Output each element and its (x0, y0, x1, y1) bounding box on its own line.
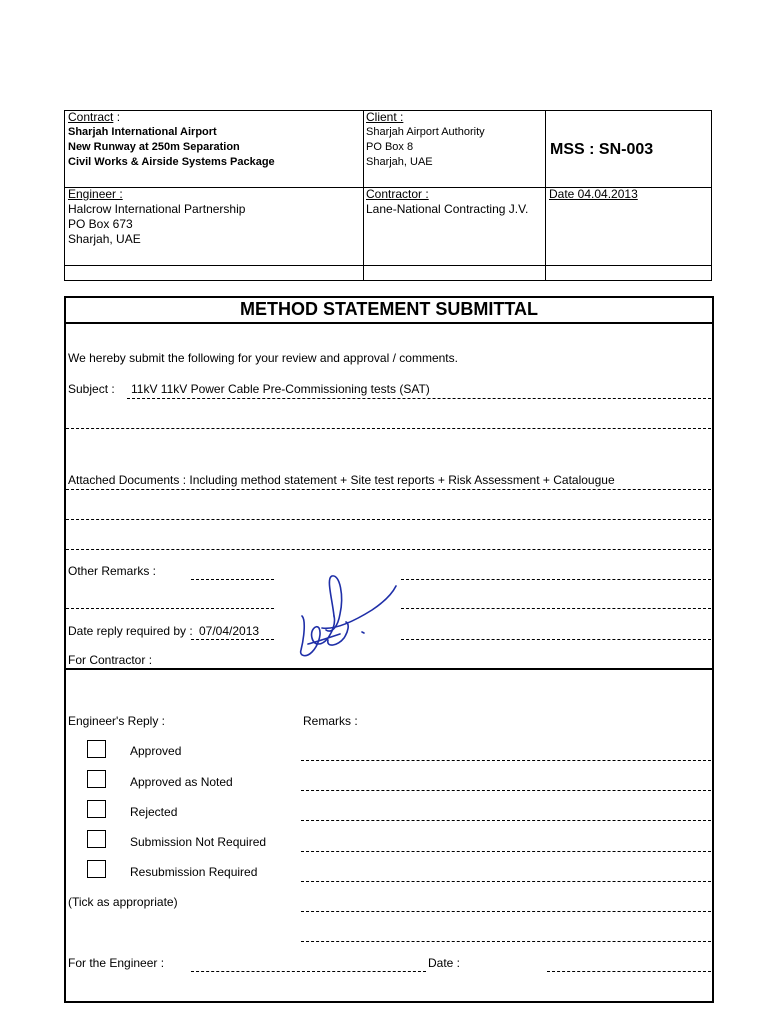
engineer-cell (68, 187, 245, 247)
blank-line (66, 549, 711, 550)
other-remarks-line (401, 579, 711, 580)
resubmission-required-checkbox[interactable] (87, 860, 106, 878)
contractor-cell (366, 187, 528, 217)
engineer-date-line (547, 971, 711, 972)
date-reply-value[interactable]: 07/04/2013 (199, 624, 260, 638)
submission-not-required-checkbox[interactable] (87, 830, 106, 848)
header-date: Date 04.04.2013 (549, 187, 638, 201)
remarks-line (301, 941, 711, 942)
for-engineer-label: For the Engineer : (68, 956, 165, 970)
attached-line (66, 489, 711, 490)
blank-line (66, 519, 711, 520)
tick-note: (Tick as appropriate) (68, 895, 178, 909)
subject-label: Subject : (68, 382, 115, 396)
remarks-label: Remarks : (303, 714, 358, 728)
rejected-option: Rejected (130, 805, 178, 819)
subject-line (127, 398, 711, 399)
contractor-label: Contractor : (366, 187, 429, 201)
other-remarks-label: Other Remarks : (68, 564, 157, 578)
date-reply-label: Date reply required by : (68, 624, 193, 638)
client-line: PO Box 8 (366, 141, 414, 153)
approved-checkbox[interactable] (87, 740, 106, 758)
contract-label-suffix: : (113, 110, 121, 124)
remarks-line (301, 820, 711, 821)
remarks-line (301, 760, 711, 761)
mss-number: MSS : SN-003 (550, 141, 654, 158)
engineer-line: Halcrow International Partnership (68, 202, 246, 216)
for-engineer-line (191, 971, 426, 972)
attached-documents[interactable]: Attached Documents : Including method statement + Site test reports + Risk Assessment + Catalougue (68, 473, 615, 487)
blank-line (66, 428, 711, 429)
engineer-line: PO Box 673 (68, 217, 133, 231)
client-cell (366, 110, 485, 170)
contract-line: New Runway at 250m Separation (68, 141, 240, 153)
approved-as-noted-option: Approved as Noted (130, 775, 233, 789)
client-line: Sharjah Airport Authority (366, 126, 485, 138)
blank-line (401, 639, 711, 640)
client-label: Client : (366, 110, 404, 124)
submission-not-required-option: Submission Not Required (130, 835, 267, 849)
approved-option: Approved (130, 744, 182, 758)
contract-line: Civil Works & Airside Systems Package (68, 156, 275, 168)
rejected-checkbox[interactable] (87, 800, 106, 818)
engineer-reply-label: Engineer's Reply : (68, 714, 166, 728)
engineer-date-label: Date : (428, 956, 461, 970)
blank-line (66, 608, 274, 609)
for-contractor-label: For Contractor : (68, 653, 153, 667)
engineer-line: Sharjah, UAE (68, 232, 141, 246)
signature-image (292, 568, 402, 663)
remarks-line (301, 881, 711, 882)
blank-line (401, 608, 711, 609)
date-reply-line (191, 639, 274, 640)
remarks-line (301, 851, 711, 852)
remarks-line (301, 911, 711, 912)
approved-as-noted-checkbox[interactable] (87, 770, 106, 788)
client-line: Sharjah, UAE (366, 156, 433, 168)
form-title: METHOD STATEMENT SUBMITTAL (240, 299, 538, 319)
contract-label: Contract (68, 110, 114, 124)
contractor-line: Lane-National Contracting J.V. (366, 202, 529, 216)
subject-value[interactable]: 11kV 11kV Power Cable Pre-Commissioning tests (SAT) (131, 382, 430, 396)
contract-cell (68, 110, 275, 170)
intro-text: We hereby submit the following for your review and approval / comments. (68, 351, 458, 365)
engineer-label: Engineer : (68, 187, 123, 201)
contract-line: Sharjah International Airport (68, 126, 217, 138)
other-remarks-line (191, 579, 274, 580)
resubmission-required-option: Resubmission Required (130, 865, 258, 879)
remarks-line (301, 790, 711, 791)
